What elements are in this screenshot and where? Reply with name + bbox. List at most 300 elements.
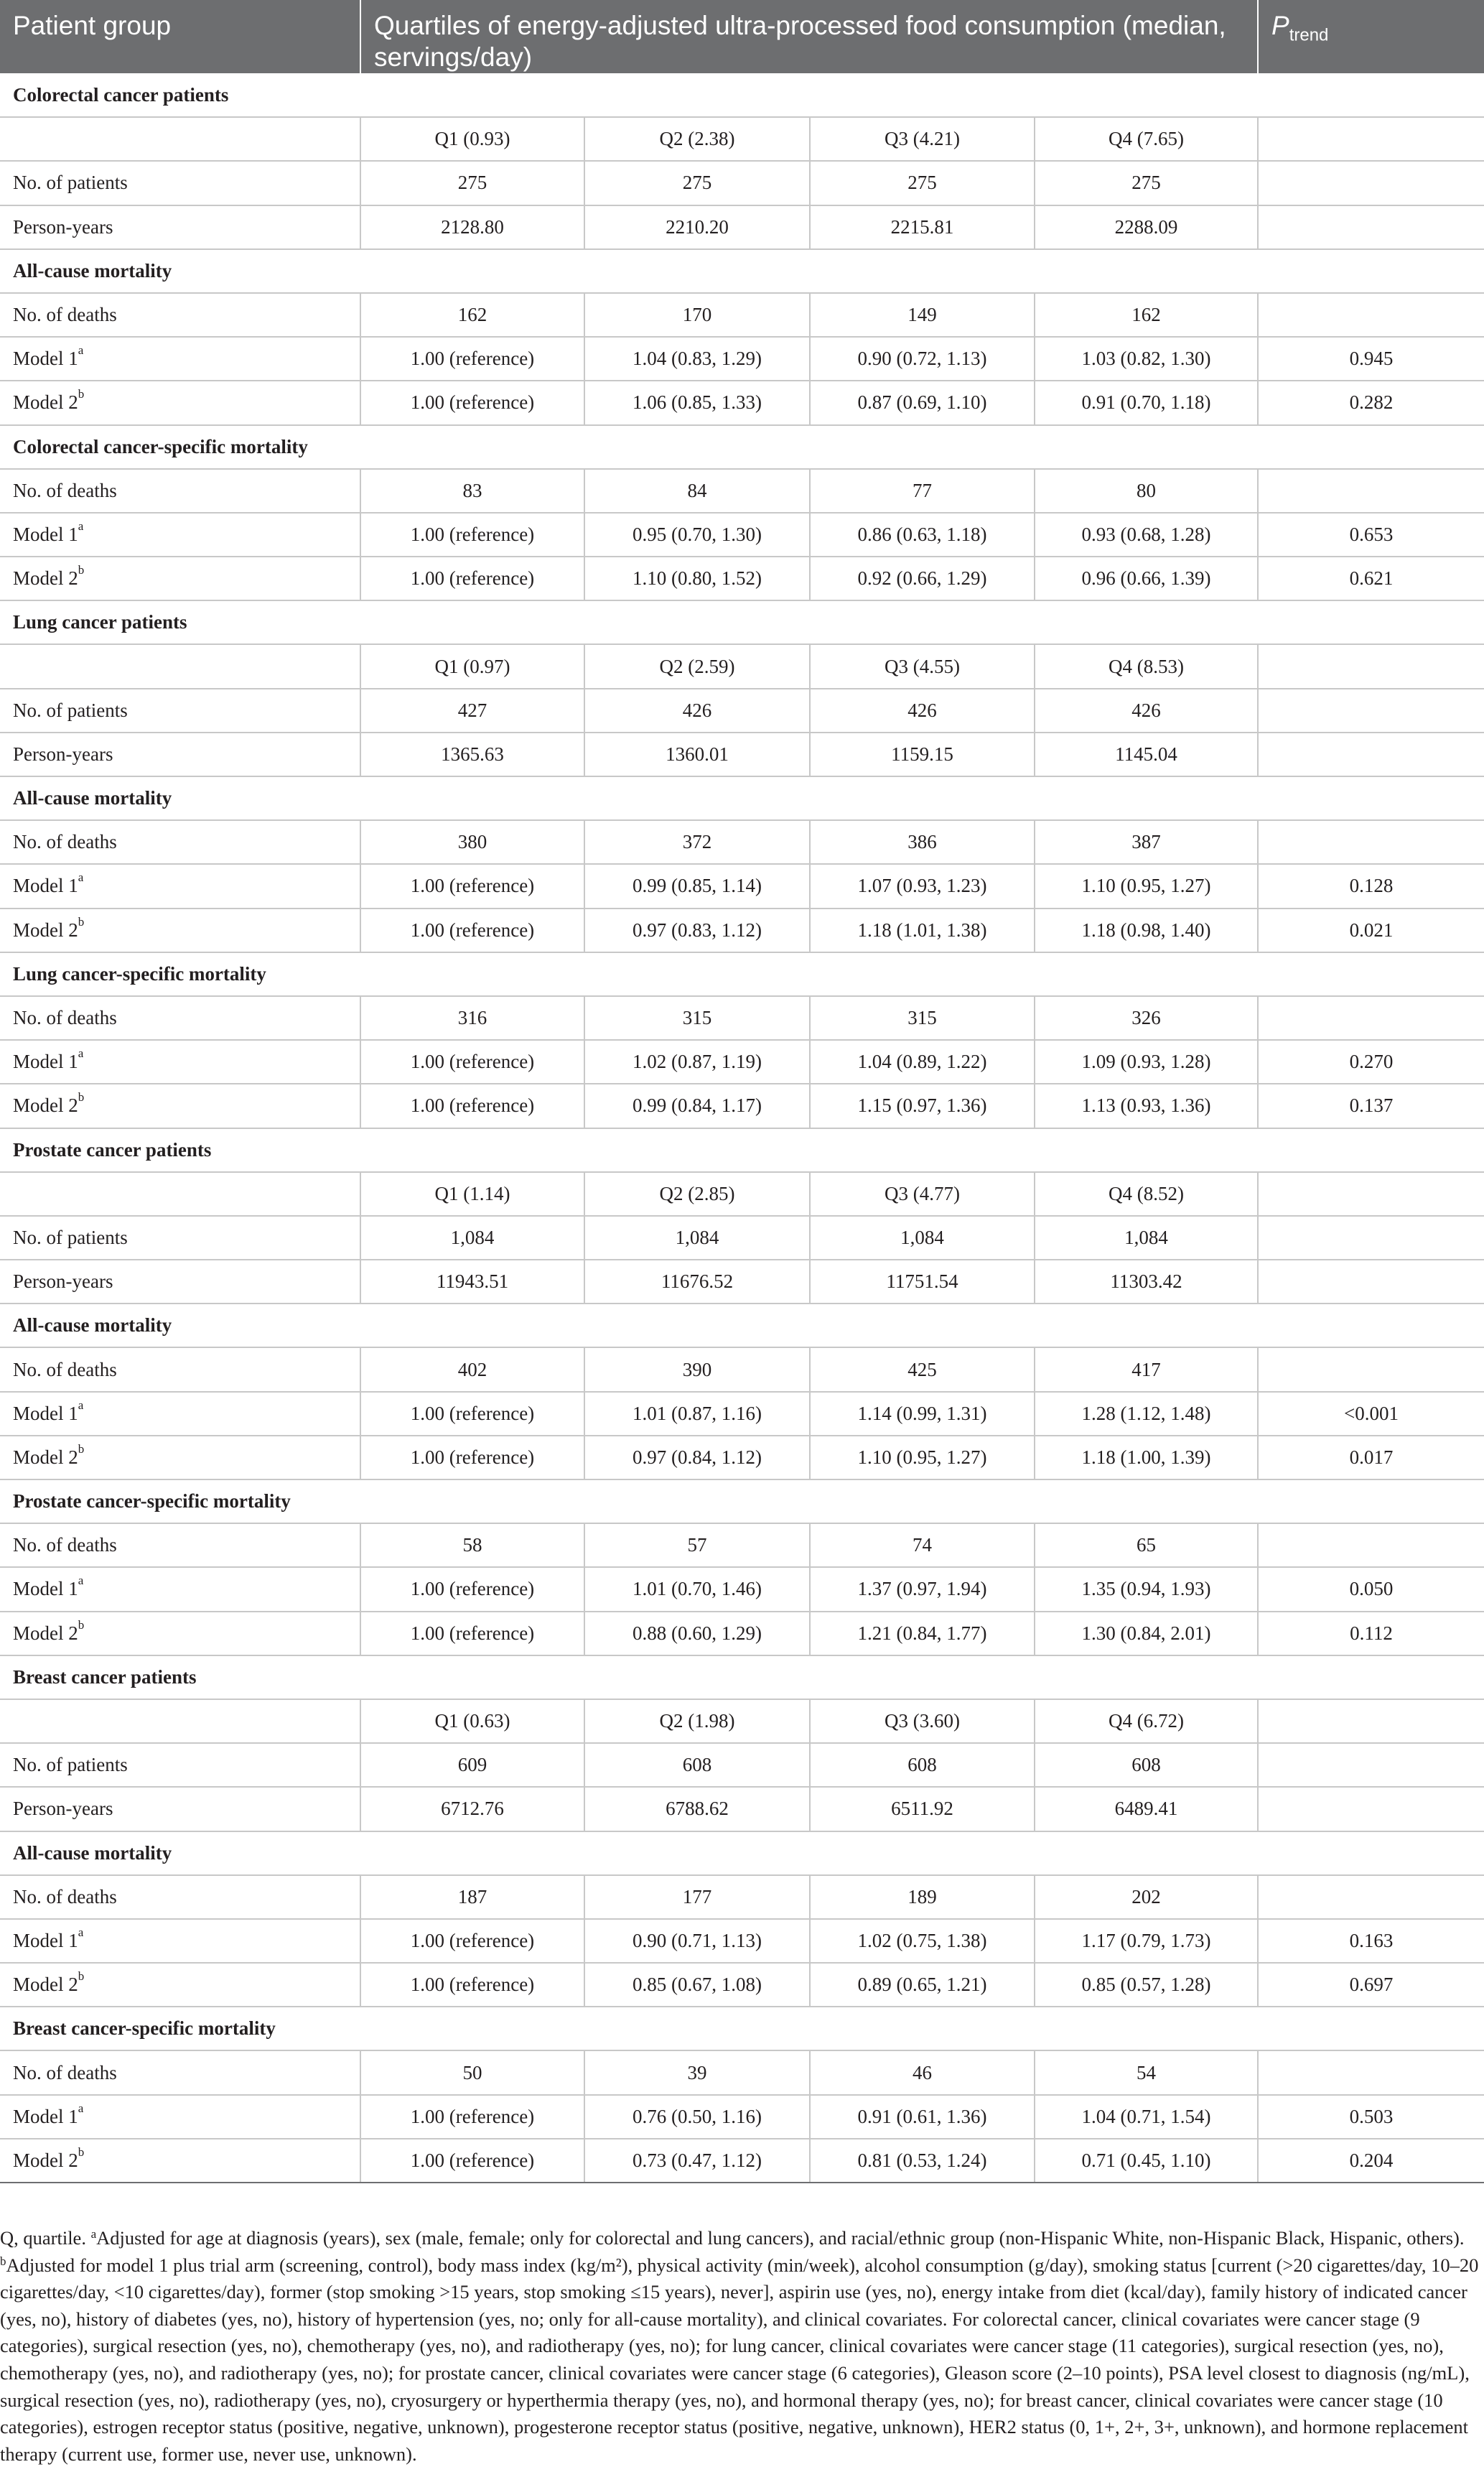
hazard-ratio-value: 1.18 (0.98, 1.40) xyxy=(1035,909,1258,952)
empty-cell xyxy=(1258,1347,1484,1391)
outcome-row-all-cause-mortality xyxy=(0,1831,1484,1875)
hazard-ratio-value: 1.28 (1.12, 1.48) xyxy=(1035,1392,1258,1436)
deaths-row xyxy=(0,2050,1484,2094)
model-2-label xyxy=(0,909,360,952)
person-years-value: 11751.54 xyxy=(810,1260,1035,1304)
p-trend-value: 0.653 xyxy=(1258,513,1484,557)
patients-value: 426 xyxy=(584,689,810,733)
footnote-b-text: Adjusted for model 1 plus trial arm (screening, control), body mass index (kg/m²), physical activity (min/week), alcohol consumption (g/day), smoking status [current (>20 cigarettes/day, 10–20 cigarettes/day, <10 cigarettes/day), former (stop smoking >15 years, stop smoking ≤15 years), never], aspirin use (yes, no), energy intake from diet (kcal/day), family history of indicated cancer (yes, no), history of diabetes (yes, no), history of hypertension (yes, no; only for all-cause mortality), and clinical covariates. For colorectal cancer, clinical covariates were cancer stage (9 categories), surgical resection (yes, no), chemotherapy (yes, no), and radiotherapy (yes, no); for lung cancer, clinical covariates were cancer stage (11 categories), surgical resection (yes, no), chemotherapy (yes, no), and radiotherapy (yes, no); for prostate cancer, clinical covariates were cancer stage (6 categories), Gleason score (2–10 points), PSA level closest to diagnosis (ng/mL), surgical resection (yes, no), radiotherapy (yes, no), cryosurgery or hyperthermia therapy (yes, no), and hormonal therapy (yes, no); for breast cancer, clinical covariates were cancer stage (10 categories), estrogen receptor status (positive, negative, unknown), progesterone receptor status (positive, negative, unknown), HER2 status (0, 1+, 2+, 3+, unknown), and hormone replacement therapy (current use, former use, never use, unknown). xyxy=(0,2254,1479,2465)
person-years-value: 6712.76 xyxy=(360,1787,584,1831)
hazard-ratio-value: 1.04 (0.83, 1.29) xyxy=(584,337,810,381)
p-symbol: P xyxy=(1271,11,1289,40)
empty-cell xyxy=(1258,161,1484,205)
hazard-ratio-value: 1.35 (0.94, 1.93) xyxy=(1035,1567,1258,1611)
model-1-row xyxy=(0,2095,1484,2139)
hazard-ratio-value: 0.90 (0.71, 1.13) xyxy=(584,1919,810,1963)
row-label: No. of patients xyxy=(0,161,360,205)
footnote-marker: b xyxy=(78,914,85,929)
hazard-ratio-value: 1.07 (0.93, 1.23) xyxy=(810,864,1035,908)
hazard-ratio-value: 1.37 (0.97, 1.94) xyxy=(810,1567,1035,1611)
outcome-row-all-cause-mortality xyxy=(0,1304,1484,1347)
hazard-ratio-value: 1.00 (reference) xyxy=(360,557,584,600)
model-1-label xyxy=(0,1392,360,1436)
patients-value: 608 xyxy=(1035,1743,1258,1787)
hazard-ratio-value: 1.09 (0.93, 1.28) xyxy=(1035,1040,1258,1084)
hazard-ratio-value: 1.01 (0.87, 1.16) xyxy=(584,1392,810,1436)
hazard-ratio-value: 1.18 (1.00, 1.39) xyxy=(1035,1436,1258,1479)
quartile-label: Q1 (0.63) xyxy=(360,1699,584,1743)
hazard-ratio-value: 1.03 (0.82, 1.30) xyxy=(1035,337,1258,381)
row-label: No. of deaths xyxy=(0,293,360,337)
hazard-ratio-value: 1.00 (reference) xyxy=(360,1040,584,1084)
quartile-label: Q3 (4.21) xyxy=(810,117,1035,161)
model-1-row xyxy=(0,513,1484,557)
quartile-label: Q3 (3.60) xyxy=(810,1699,1035,1743)
deaths-value: 315 xyxy=(584,996,810,1040)
section-row-prostate-cancer-patients xyxy=(0,1128,1484,1172)
hazard-ratio-value: 1.13 (0.93, 1.36) xyxy=(1035,1084,1258,1128)
person-years-row xyxy=(0,733,1484,776)
row-label: No. of deaths xyxy=(0,1347,360,1391)
model-label: Model 2 xyxy=(13,1095,78,1117)
p-trend-value: 0.503 xyxy=(1258,2095,1484,2139)
model-2-label xyxy=(0,1963,360,2007)
deaths-value: 83 xyxy=(360,469,584,513)
deaths-row xyxy=(0,293,1484,337)
hazard-ratio-value: 1.00 (reference) xyxy=(360,1567,584,1611)
footnote-marker: b xyxy=(78,1441,85,1456)
model-label: Model 1 xyxy=(13,1402,78,1424)
deaths-value: 170 xyxy=(584,293,810,337)
empty-cell xyxy=(1258,293,1484,337)
hazard-ratio-value: 1.06 (0.85, 1.33) xyxy=(584,381,810,424)
model-2-label xyxy=(0,1084,360,1128)
hazard-ratio-value: 1.04 (0.89, 1.22) xyxy=(810,1040,1035,1084)
deaths-value: 84 xyxy=(584,469,810,513)
person-years-value: 11676.52 xyxy=(584,1260,810,1304)
empty-cell xyxy=(1258,1216,1484,1260)
deaths-value: 74 xyxy=(810,1523,1035,1567)
deaths-value: 46 xyxy=(810,2050,1035,2094)
quartile-label: Q4 (6.72) xyxy=(1035,1699,1258,1743)
model-label: Model 2 xyxy=(13,2149,78,2171)
patients-value: 608 xyxy=(584,1743,810,1787)
patients-row xyxy=(0,689,1484,733)
empty-cell xyxy=(1258,996,1484,1040)
patients-value: 1,084 xyxy=(360,1216,584,1260)
model-label: Model 2 xyxy=(13,567,78,590)
footnote-abbreviation: Q, quartile. xyxy=(0,2227,91,2249)
patients-value: 426 xyxy=(1035,689,1258,733)
outcome-title: Breast cancer-specific mortality xyxy=(0,2007,1484,2050)
hazard-ratio-value: 0.99 (0.85, 1.14) xyxy=(584,864,810,908)
hazard-ratio-value: 1.00 (reference) xyxy=(360,864,584,908)
deaths-value: 80 xyxy=(1035,469,1258,513)
quartile-label: Q2 (1.98) xyxy=(584,1699,810,1743)
model-2-label xyxy=(0,1612,360,1655)
model-1-row xyxy=(0,1919,1484,1963)
deaths-value: 54 xyxy=(1035,2050,1258,2094)
quartile-row xyxy=(0,1699,1484,1743)
hazard-ratio-value: 0.93 (0.68, 1.28) xyxy=(1035,513,1258,557)
model-2-row xyxy=(0,1436,1484,1479)
hazard-ratio-value: 0.89 (0.65, 1.21) xyxy=(810,1963,1035,2007)
outcome-title: All-cause mortality xyxy=(0,249,1484,293)
footnote-marker: b xyxy=(78,1617,85,1632)
outcome-row-lung-cancer-specific-mortality xyxy=(0,952,1484,996)
outcome-row-colorectal-cancer-specific-mortality xyxy=(0,425,1484,469)
empty-cell xyxy=(1258,117,1484,161)
header-p-trend xyxy=(1258,0,1484,73)
person-years-value: 6788.62 xyxy=(584,1787,810,1831)
deaths-value: 417 xyxy=(1035,1347,1258,1391)
model-1-label xyxy=(0,1919,360,1963)
deaths-value: 390 xyxy=(584,1347,810,1391)
hazard-ratio-value: 1.00 (reference) xyxy=(360,2139,584,2183)
deaths-value: 380 xyxy=(360,820,584,864)
deaths-value: 326 xyxy=(1035,996,1258,1040)
p-trend-value: 0.017 xyxy=(1258,1436,1484,1479)
deaths-row xyxy=(0,1523,1484,1567)
hazard-ratio-value: 0.99 (0.84, 1.17) xyxy=(584,1084,810,1128)
outcome-title: All-cause mortality xyxy=(0,776,1484,820)
person-years-value: 11943.51 xyxy=(360,1260,584,1304)
person-years-value: 6489.41 xyxy=(1035,1787,1258,1831)
row-label: Person-years xyxy=(0,733,360,776)
footnote-marker: b xyxy=(78,1969,85,1984)
hazard-ratio-value: 1.00 (reference) xyxy=(360,1084,584,1128)
empty-cell xyxy=(0,117,360,161)
row-label: No. of deaths xyxy=(0,469,360,513)
footnote-marker: a xyxy=(78,2101,84,2115)
p-trend-value: <0.001 xyxy=(1258,1392,1484,1436)
p-trend-value: 0.137 xyxy=(1258,1084,1484,1128)
outcome-row-all-cause-mortality xyxy=(0,249,1484,293)
empty-cell xyxy=(0,644,360,688)
quartile-label: Q4 (7.65) xyxy=(1035,117,1258,161)
empty-cell xyxy=(1258,2050,1484,2094)
footnote-b xyxy=(0,2252,1480,2468)
section-title-prostate-cancer-patients: Prostate cancer patients xyxy=(0,1128,1484,1172)
hazard-ratio-value: 1.10 (0.95, 1.27) xyxy=(1035,864,1258,908)
empty-cell xyxy=(1258,205,1484,249)
patients-row xyxy=(0,161,1484,205)
model-label: Model 1 xyxy=(13,1929,78,1951)
model-2-row xyxy=(0,1612,1484,1655)
patients-value: 275 xyxy=(1035,161,1258,205)
row-label: No. of deaths xyxy=(0,1523,360,1567)
model-1-label xyxy=(0,1567,360,1611)
empty-cell xyxy=(1258,689,1484,733)
hazard-ratio-value: 0.96 (0.66, 1.39) xyxy=(1035,557,1258,600)
person-years-value: 6511.92 xyxy=(810,1787,1035,1831)
hazard-ratio-value: 0.76 (0.50, 1.16) xyxy=(584,2095,810,2139)
quartile-label: Q1 (0.97) xyxy=(360,644,584,688)
empty-cell xyxy=(1258,1699,1484,1743)
model-label: Model 1 xyxy=(13,875,78,897)
row-label: No. of deaths xyxy=(0,1875,360,1919)
deaths-value: 162 xyxy=(1035,293,1258,337)
deaths-value: 77 xyxy=(810,469,1035,513)
model-2-label xyxy=(0,2139,360,2183)
p-trend-value: 0.282 xyxy=(1258,381,1484,424)
quartile-label: Q1 (0.93) xyxy=(360,117,584,161)
hazard-ratio-value: 0.71 (0.45, 1.10) xyxy=(1035,2139,1258,2183)
hazard-ratio-value: 0.81 (0.53, 1.24) xyxy=(810,2139,1035,2183)
model-2-row xyxy=(0,1963,1484,2007)
outcome-row-prostate-cancer-specific-mortality xyxy=(0,1479,1484,1523)
hazard-ratio-value: 0.85 (0.57, 1.28) xyxy=(1035,1963,1258,2007)
deaths-row xyxy=(0,996,1484,1040)
row-label: Person-years xyxy=(0,1787,360,1831)
hazard-ratio-value: 0.92 (0.66, 1.29) xyxy=(810,557,1035,600)
empty-cell xyxy=(1258,1172,1484,1216)
model-1-label xyxy=(0,337,360,381)
footnote-marker: b xyxy=(78,563,85,577)
footnote-a-marker: a xyxy=(90,2227,97,2241)
deaths-value: 387 xyxy=(1035,820,1258,864)
footnote-marker: a xyxy=(78,870,84,885)
table-footnotes xyxy=(0,2225,1480,2468)
p-trend-value: 0.204 xyxy=(1258,2139,1484,2183)
p-trend-value: 0.163 xyxy=(1258,1919,1484,1963)
hazard-ratio-value: 0.88 (0.60, 1.29) xyxy=(584,1612,810,1655)
footnote-marker: b xyxy=(78,387,85,401)
quartile-label: Q2 (2.59) xyxy=(584,644,810,688)
model-label: Model 2 xyxy=(13,1622,78,1644)
deaths-value: 177 xyxy=(584,1875,810,1919)
hazard-ratio-value: 1.00 (reference) xyxy=(360,1436,584,1479)
person-years-value: 2128.80 xyxy=(360,205,584,249)
hazard-ratio-value: 1.02 (0.75, 1.38) xyxy=(810,1919,1035,1963)
footnote-marker: a xyxy=(78,343,84,358)
section-title-lung-cancer-patients: Lung cancer patients xyxy=(0,600,1484,644)
patients-row xyxy=(0,1216,1484,1260)
p-trend-subscript: trend xyxy=(1289,25,1329,45)
model-label: Model 1 xyxy=(13,523,78,545)
model-1-row xyxy=(0,1567,1484,1611)
outcome-title: All-cause mortality xyxy=(0,1304,1484,1347)
p-trend-value: 0.112 xyxy=(1258,1612,1484,1655)
person-years-value: 1159.15 xyxy=(810,733,1035,776)
p-trend-value: 0.128 xyxy=(1258,864,1484,908)
quartile-label: Q2 (2.85) xyxy=(584,1172,810,1216)
hazard-ratio-value: 1.14 (0.99, 1.31) xyxy=(810,1392,1035,1436)
hazard-ratio-value: 1.00 (reference) xyxy=(360,513,584,557)
deaths-value: 65 xyxy=(1035,1523,1258,1567)
outcome-row-breast-cancer-specific-mortality xyxy=(0,2007,1484,2050)
empty-cell xyxy=(1258,469,1484,513)
deaths-value: 202 xyxy=(1035,1875,1258,1919)
row-label: No. of patients xyxy=(0,1216,360,1260)
p-trend-value: 0.021 xyxy=(1258,909,1484,952)
quartile-row xyxy=(0,1172,1484,1216)
patients-value: 275 xyxy=(810,161,1035,205)
hazard-ratio-value: 0.97 (0.84, 1.12) xyxy=(584,1436,810,1479)
empty-cell xyxy=(1258,644,1484,688)
patients-value: 427 xyxy=(360,689,584,733)
p-trend-value: 0.270 xyxy=(1258,1040,1484,1084)
deaths-row xyxy=(0,1347,1484,1391)
hazard-ratio-value: 1.15 (0.97, 1.36) xyxy=(810,1084,1035,1128)
row-label: No. of patients xyxy=(0,689,360,733)
hazard-ratio-value: 1.17 (0.79, 1.73) xyxy=(1035,1919,1258,1963)
model-label: Model 1 xyxy=(13,348,78,370)
deaths-value: 315 xyxy=(810,996,1035,1040)
hazard-ratio-value: 0.95 (0.70, 1.30) xyxy=(584,513,810,557)
deaths-value: 149 xyxy=(810,293,1035,337)
model-label: Model 2 xyxy=(13,919,78,941)
model-2-label xyxy=(0,381,360,424)
model-2-row xyxy=(0,1084,1484,1128)
hazard-ratio-value: 1.00 (reference) xyxy=(360,1919,584,1963)
footnote-a xyxy=(0,2225,1480,2252)
footnote-marker: b xyxy=(78,2145,85,2159)
quartile-label: Q4 (8.53) xyxy=(1035,644,1258,688)
deaths-row xyxy=(0,1875,1484,1919)
model-1-row xyxy=(0,1040,1484,1084)
quartile-label: Q4 (8.52) xyxy=(1035,1172,1258,1216)
model-1-label xyxy=(0,1040,360,1084)
section-title-colorectal-cancer-patients: Colorectal cancer patients xyxy=(0,73,1484,117)
hazard-ratio-value: 0.97 (0.83, 1.12) xyxy=(584,909,810,952)
footnote-marker: a xyxy=(78,1046,84,1061)
person-years-value: 2288.09 xyxy=(1035,205,1258,249)
deaths-value: 372 xyxy=(584,820,810,864)
hazard-ratio-value: 1.21 (0.84, 1.77) xyxy=(810,1612,1035,1655)
model-1-row xyxy=(0,337,1484,381)
person-years-value: 1365.63 xyxy=(360,733,584,776)
model-label: Model 1 xyxy=(13,2105,78,2127)
header-row xyxy=(0,0,1484,73)
model-1-row xyxy=(0,1392,1484,1436)
hazard-ratio-value: 1.02 (0.87, 1.19) xyxy=(584,1040,810,1084)
hazard-ratio-value: 0.90 (0.72, 1.13) xyxy=(810,337,1035,381)
hazard-ratio-value: 1.01 (0.70, 1.46) xyxy=(584,1567,810,1611)
model-2-label xyxy=(0,557,360,600)
deaths-value: 425 xyxy=(810,1347,1035,1391)
hazard-ratio-value: 1.10 (0.80, 1.52) xyxy=(584,557,810,600)
person-years-row xyxy=(0,1787,1484,1831)
patients-value: 275 xyxy=(584,161,810,205)
model-label: Model 1 xyxy=(13,1051,78,1073)
header-quartiles: Quartiles of energy-adjusted ultra-processed food consumption (median, servings/day) xyxy=(360,0,1258,73)
footnote-marker: a xyxy=(78,519,84,533)
footnote-a-text: Adjusted for age at diagnosis (years), sex (male, female; only for colorectal and lung cancers), and racial/ethnic group (non-Hispanic White, non-Hispanic Black, Hispanic, others). xyxy=(96,2227,1465,2249)
model-label: Model 1 xyxy=(13,1578,78,1600)
patients-value: 1,084 xyxy=(810,1216,1035,1260)
hazard-ratio-value: 1.00 (reference) xyxy=(360,381,584,424)
patients-row xyxy=(0,1743,1484,1787)
section-row-lung-cancer-patients xyxy=(0,600,1484,644)
model-1-label xyxy=(0,2095,360,2139)
patients-value: 608 xyxy=(810,1743,1035,1787)
deaths-value: 189 xyxy=(810,1875,1035,1919)
p-trend-value: 0.621 xyxy=(1258,557,1484,600)
outcome-row-all-cause-mortality xyxy=(0,776,1484,820)
deaths-value: 316 xyxy=(360,996,584,1040)
person-years-row xyxy=(0,1260,1484,1304)
outcome-title: Colorectal cancer-specific mortality xyxy=(0,425,1484,469)
empty-cell xyxy=(1258,820,1484,864)
person-years-value: 1360.01 xyxy=(584,733,810,776)
hazard-ratio-value: 0.87 (0.69, 1.10) xyxy=(810,381,1035,424)
row-label: No. of deaths xyxy=(0,2050,360,2094)
model-1-label xyxy=(0,864,360,908)
empty-cell xyxy=(1258,1523,1484,1567)
hazard-ratio-value: 1.10 (0.95, 1.27) xyxy=(810,1436,1035,1479)
outcome-title: All-cause mortality xyxy=(0,1831,1484,1875)
model-2-row xyxy=(0,2139,1484,2183)
table-header xyxy=(0,0,1484,73)
row-label: Person-years xyxy=(0,1260,360,1304)
empty-cell xyxy=(0,1172,360,1216)
hazard-ratio-value: 0.85 (0.67, 1.08) xyxy=(584,1963,810,2007)
model-label: Model 2 xyxy=(13,1974,78,1996)
empty-cell xyxy=(1258,1787,1484,1831)
model-2-row xyxy=(0,557,1484,600)
hazard-ratio-value: 0.73 (0.47, 1.12) xyxy=(584,2139,810,2183)
patients-value: 426 xyxy=(810,689,1035,733)
deaths-value: 57 xyxy=(584,1523,810,1567)
hazard-ratio-value: 1.00 (reference) xyxy=(360,1963,584,2007)
section-row-colorectal-cancer-patients xyxy=(0,73,1484,117)
quartile-label: Q3 (4.55) xyxy=(810,644,1035,688)
hazard-ratio-value: 1.18 (1.01, 1.38) xyxy=(810,909,1035,952)
deaths-row xyxy=(0,469,1484,513)
p-trend-value: 0.697 xyxy=(1258,1963,1484,2007)
p-trend-value: 0.050 xyxy=(1258,1567,1484,1611)
footnote-marker: a xyxy=(78,1398,84,1412)
person-years-value: 11303.42 xyxy=(1035,1260,1258,1304)
patients-value: 275 xyxy=(360,161,584,205)
empty-cell xyxy=(1258,1743,1484,1787)
hazard-ratio-value: 0.86 (0.63, 1.18) xyxy=(810,513,1035,557)
model-1-label xyxy=(0,513,360,557)
deaths-value: 162 xyxy=(360,293,584,337)
quartile-row xyxy=(0,644,1484,688)
hazard-ratio-value: 1.00 (reference) xyxy=(360,1392,584,1436)
row-label: Person-years xyxy=(0,205,360,249)
hazard-ratio-value: 1.00 (reference) xyxy=(360,909,584,952)
deaths-value: 50 xyxy=(360,2050,584,2094)
header-patient-group: Patient group xyxy=(0,0,360,73)
footnote-marker: a xyxy=(78,1574,84,1588)
section-title-breast-cancer-patients: Breast cancer patients xyxy=(0,1655,1484,1699)
footnote-marker: a xyxy=(78,1925,84,1939)
footnote-b-marker: b xyxy=(0,2254,6,2268)
empty-cell xyxy=(1258,1260,1484,1304)
table-body xyxy=(0,73,1484,2183)
deaths-value: 386 xyxy=(810,820,1035,864)
empty-cell xyxy=(1258,733,1484,776)
hazard-ratio-value: 1.00 (reference) xyxy=(360,2095,584,2139)
person-years-value: 1145.04 xyxy=(1035,733,1258,776)
patients-value: 1,084 xyxy=(584,1216,810,1260)
patients-value: 1,084 xyxy=(1035,1216,1258,1260)
patients-value: 609 xyxy=(360,1743,584,1787)
row-label: No. of deaths xyxy=(0,996,360,1040)
quartile-label: Q3 (4.77) xyxy=(810,1172,1035,1216)
quartile-row xyxy=(0,117,1484,161)
model-label: Model 2 xyxy=(13,1446,78,1468)
hazard-ratio-value: 1.30 (0.84, 2.01) xyxy=(1035,1612,1258,1655)
person-years-value: 2215.81 xyxy=(810,205,1035,249)
person-years-row xyxy=(0,205,1484,249)
outcome-title: Lung cancer-specific mortality xyxy=(0,952,1484,996)
hazard-ratio-value: 0.91 (0.70, 1.18) xyxy=(1035,381,1258,424)
hazard-ratio-value: 1.00 (reference) xyxy=(360,337,584,381)
